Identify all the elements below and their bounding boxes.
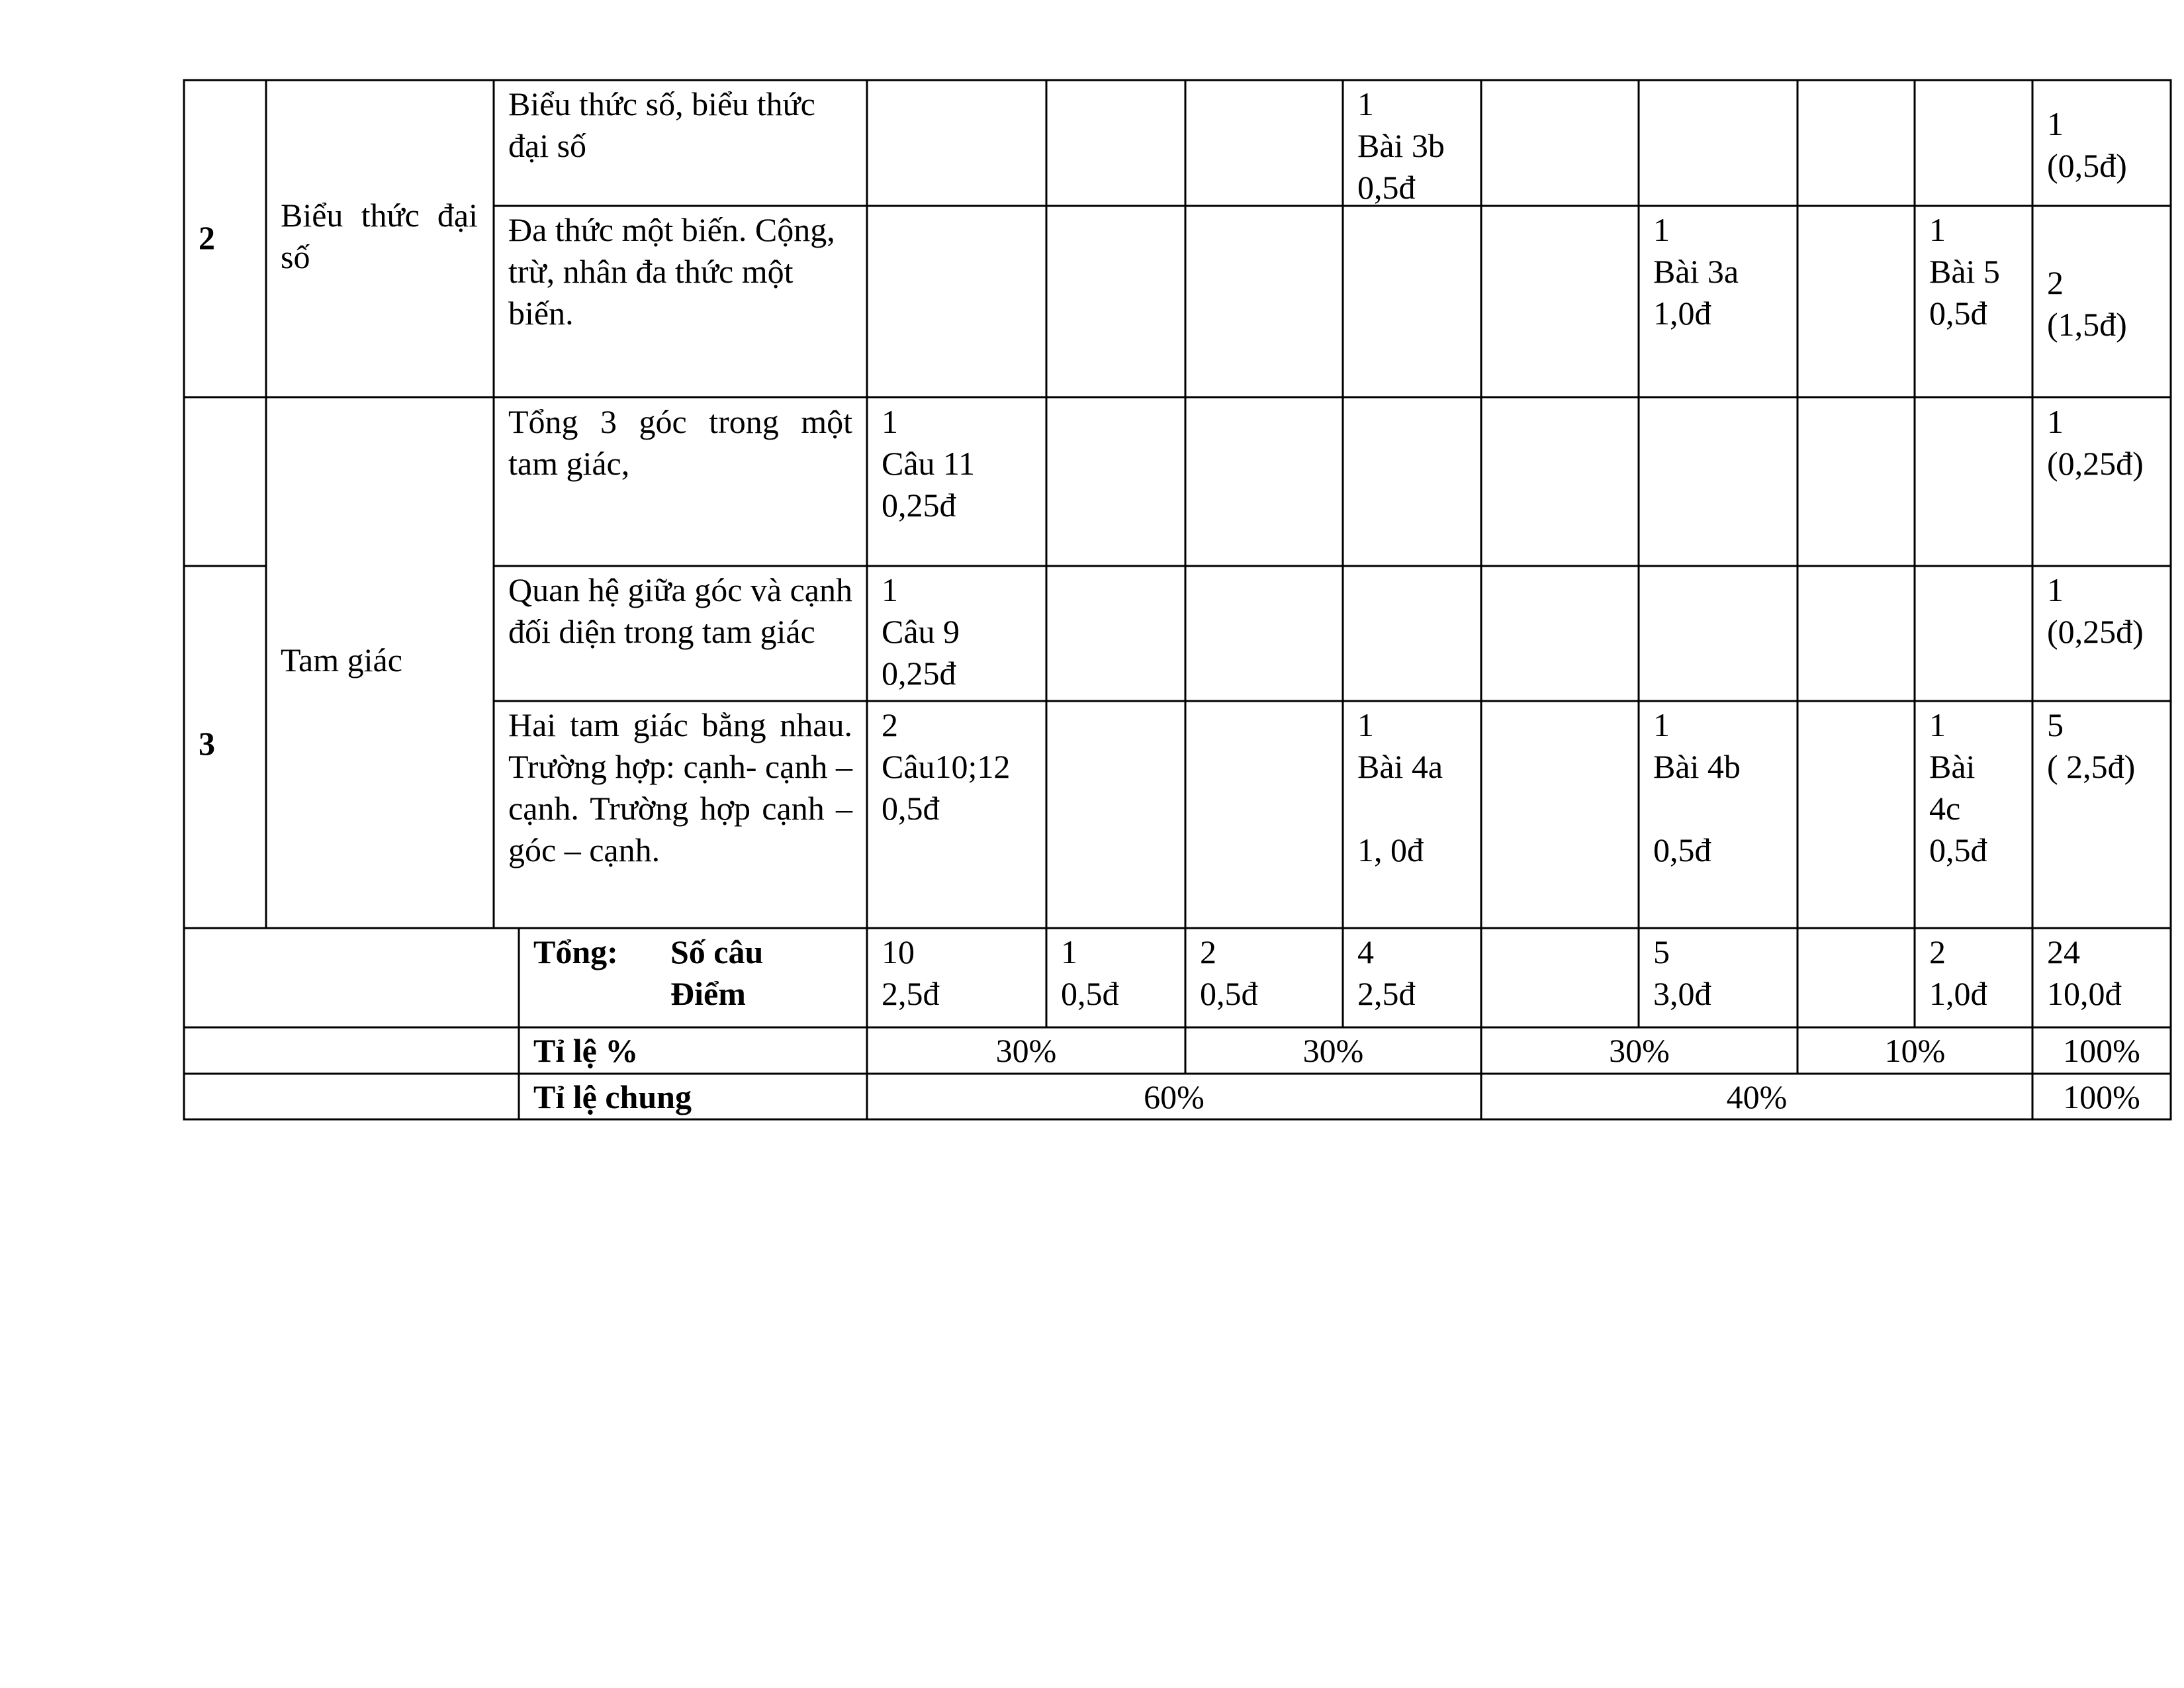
content-3-1: Tổng 3 góc trong một tam giác,	[508, 403, 852, 482]
ratio-label: Tỉ lệ %	[533, 1032, 639, 1069]
general-all: 100%	[2063, 1078, 2140, 1115]
cell-3-1-c1: 1 Câu 11 0,25đ	[882, 403, 976, 524]
cell-3-3-c4: 1 Bài 4a 1, 0đ	[1357, 706, 1443, 868]
cell-3-2-c1: 1 Câu 9 0,25đ	[882, 571, 960, 692]
ratio-all: 100%	[2063, 1032, 2140, 1069]
total-label: Tổng:	[533, 933, 618, 970]
topic-3: Tam giác	[281, 641, 402, 679]
cell-3-3-c6: 1 Bài 4b 0,5đ	[1653, 706, 1741, 868]
content-3-3: Hai tam giác bằng nhau. Trường hợp: cạnh- cạnh – cạnh. Trường hợp cạnh – góc – cạnh.	[508, 706, 852, 868]
cell-2-2-c8: 1 Bài 5 0,5đ	[1929, 211, 2000, 332]
ratio-c4: 10%	[1884, 1032, 1946, 1069]
total-c1: 10 2,5đ	[882, 933, 940, 1012]
ratio-c3: 30%	[1609, 1032, 1670, 1069]
total-3-2: 1 (0,25đ)	[2047, 571, 2144, 650]
total-c4: 4 2,5đ	[1357, 933, 1416, 1012]
content-2-2: Đa thức một biến. Cộng, trừ, nhân đa thức một biến.	[508, 211, 835, 332]
total-label-points: Điểm	[670, 975, 746, 1012]
general-label: Tỉ lệ chung	[533, 1078, 692, 1115]
cell-2-2-c6: 1 Bài 3a 1,0đ	[1653, 211, 1739, 332]
stt-2: 2	[199, 219, 215, 256]
total-2-2: 2 (1,5đ)	[2047, 264, 2127, 343]
total-2-1: 1 (0,5đ)	[2047, 105, 2127, 184]
stt-3: 3	[199, 725, 215, 762]
content-2-1: Biểu thức số, biểu thức đại số	[508, 85, 815, 164]
general-c2: 40%	[1726, 1078, 1788, 1115]
total-c2: 1 0,5đ	[1061, 933, 1119, 1012]
total-all: 24 10,0đ	[2047, 933, 2122, 1012]
cell-2-1-c4: 1 Bài 3b 0,5đ	[1357, 85, 1445, 206]
ratio-c1: 30%	[995, 1032, 1057, 1069]
total-3-3: 5 ( 2,5đ)	[2047, 706, 2136, 785]
total-label-count: Số câu	[670, 933, 764, 970]
general-c1: 60%	[1144, 1078, 1205, 1115]
total-c8: 2 1,0đ	[1929, 933, 1987, 1012]
total-3-1: 1 (0,25đ)	[2047, 403, 2144, 482]
content-3-2: Quan hệ giữa góc và cạnh đối diện trong tam giác	[508, 571, 852, 650]
topic-2: Biểu thức đại số	[281, 197, 478, 275]
total-c6: 5 3,0đ	[1653, 933, 1711, 1012]
cell-3-3-c8: 1 Bài 4c 0,5đ	[1929, 706, 1987, 868]
ratio-c2: 30%	[1302, 1032, 1364, 1069]
total-c3: 2 0,5đ	[1200, 933, 1258, 1012]
table-border	[184, 80, 2171, 1119]
cell-3-3-c1: 2 Câu10;12 0,5đ	[882, 706, 1011, 827]
